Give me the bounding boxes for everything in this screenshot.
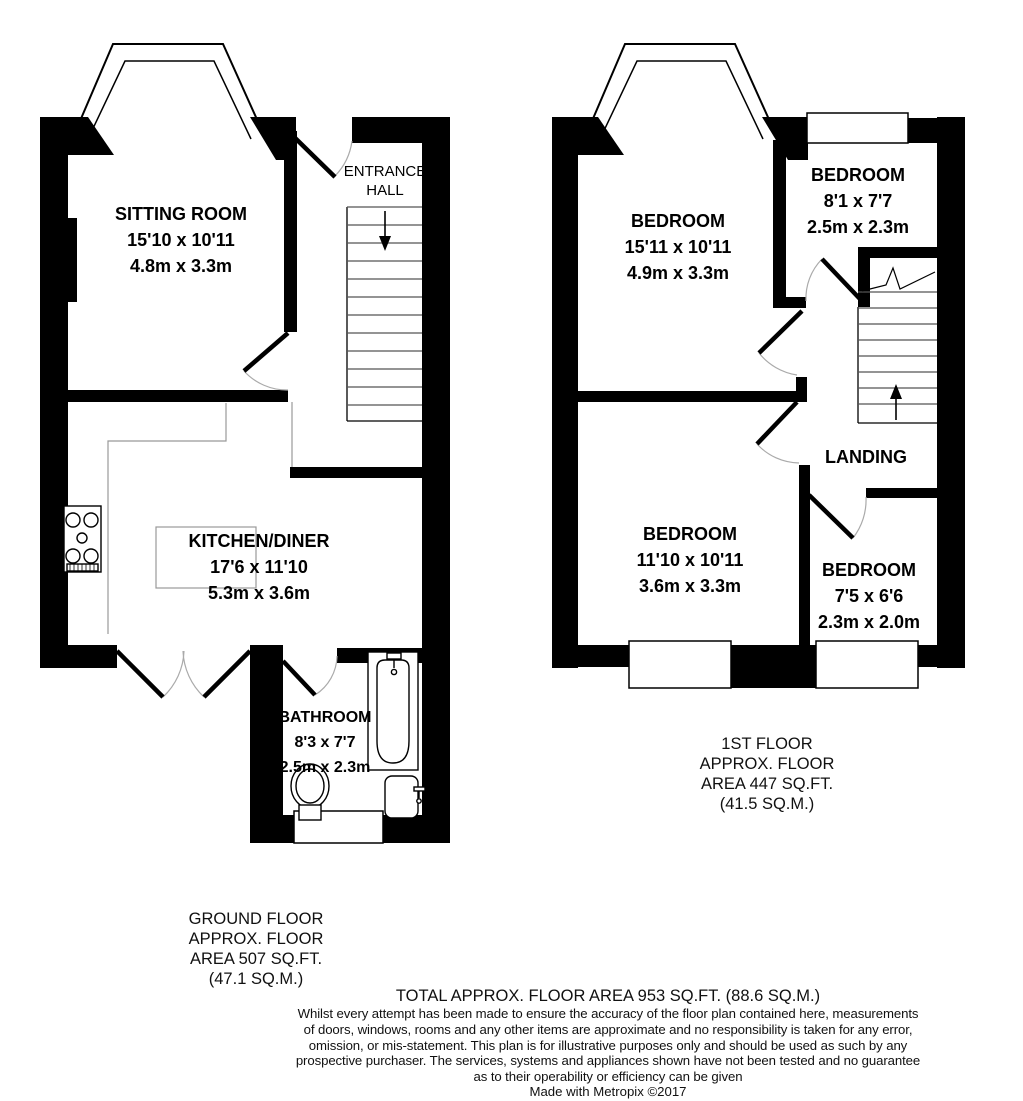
disclaimer-line: as to their operability or efficiency can be given (473, 1069, 743, 1085)
caption-line: APPROX. FLOOR (188, 930, 324, 948)
window-icon (629, 641, 731, 688)
caption-line: (41.5 SQ.M.) (719, 795, 815, 813)
room-name: ENTRANCE HALL (343, 163, 427, 199)
room-size-imperial: 7'5 x 6'6 (834, 586, 904, 606)
total-floor-area: TOTAL APPROX. FLOOR AREA 953 SQ.FT. (88.6 SQ.M.) (395, 987, 821, 1005)
disclaimer-line: prospective purchaser. The services, systems and appliances shown have not been tested and no guarantee (295, 1053, 921, 1069)
caption-line: AREA 447 SQ.FT. (700, 775, 834, 793)
room-size-imperial: 15'11 x 10'11 (624, 237, 732, 257)
room-label-entrance-hall (335, 162, 435, 200)
room-label-bedroom-2 (783, 162, 933, 240)
room-name: BEDROOM (643, 524, 737, 544)
room-size-imperial: 8'3 x 7'7 (294, 734, 356, 751)
room-size-metric: 2.5m x 2.3m (806, 217, 910, 237)
first-floor-caption (657, 734, 877, 814)
room-name: KITCHEN/DINER (188, 531, 330, 551)
sink-icon (385, 776, 425, 818)
room-size-metric: 5.3m x 3.6m (207, 583, 311, 603)
stair-break-line (862, 268, 935, 291)
room-label-kitchen-diner (149, 528, 369, 606)
caption-line: APPROX. FLOOR (699, 755, 835, 773)
room-label-bedroom-1 (568, 208, 788, 286)
sitting-room-door-icon (244, 333, 288, 390)
stairs-up-arrow-icon (890, 384, 902, 420)
disclaimer-line: omission, or mis-statement. This plan is for illustrative purposes only and should be used as such by any (308, 1037, 908, 1053)
bedroom2-door-icon (806, 259, 860, 301)
wall-segment (40, 645, 117, 668)
stairs-down-arrow-icon (379, 211, 391, 251)
wall-segment (60, 117, 114, 155)
french-doors-icon (117, 651, 250, 697)
disclaimer-line: of doors, windows, rooms and any other items are approximate and no responsibility is taken for any error, (303, 1021, 913, 1037)
disclaimer-line: Whilst every attempt has been made to ensure the accuracy of the floor plan contained here, measurements (297, 1006, 919, 1021)
room-size-imperial: 15'10 x 10'11 (127, 230, 235, 250)
window-icon (816, 641, 918, 688)
disclaimer (196, 1006, 1020, 1085)
bay-window-icon (60, 44, 296, 160)
caption-line: 1ST FLOOR (721, 735, 813, 753)
caption-line: (47.1 SQ.M.) (208, 970, 304, 988)
caption-line: AREA 507 SQ.FT. (189, 950, 323, 968)
wall-segment (773, 297, 806, 308)
room-label-bathroom (255, 705, 395, 780)
wall-segment (290, 467, 422, 478)
room-size-metric: 4.9m x 3.3m (626, 263, 730, 283)
wall-segment (552, 391, 798, 402)
bathroom-door-icon (283, 656, 337, 695)
room-name: LANDING (825, 447, 907, 467)
room-size-imperial: 11'10 x 10'11 (636, 550, 744, 570)
room-name: BEDROOM (811, 165, 905, 185)
room-label-bedroom-3 (580, 521, 800, 599)
room-name: SITTING ROOM (115, 204, 247, 224)
hob-icon (64, 506, 101, 572)
stairs-icon (347, 207, 422, 421)
window-icon (807, 113, 908, 143)
room-name: BEDROOM (822, 560, 916, 580)
room-size-imperial: 8'1 x 7'7 (823, 191, 893, 211)
wall-segment (796, 377, 807, 402)
wall-segment (731, 645, 816, 688)
bedroom1-door-icon (759, 311, 802, 375)
room-name: BATHROOM (278, 709, 372, 726)
credit-line: Made with Metropix ©2017 (529, 1084, 687, 1099)
wall-segment (40, 390, 288, 402)
room-size-metric: 2.5m x 2.3m (279, 759, 371, 776)
room-label-bedroom-4 (789, 557, 949, 635)
caption-line: GROUND FLOOR (188, 910, 324, 928)
room-label-landing (791, 444, 941, 470)
room-name: BEDROOM (631, 211, 725, 231)
room-size-metric: 2.3m x 2.0m (817, 612, 921, 632)
wall-segment (422, 117, 450, 843)
bay-window-icon (552, 44, 808, 160)
wall-segment (866, 488, 937, 498)
room-size-imperial: 17'6 x 11'10 (210, 557, 308, 577)
room-size-metric: 3.6m x 3.3m (638, 576, 742, 596)
room-label-sitting-room (71, 201, 291, 279)
room-size-metric: 4.8m x 3.3m (129, 256, 233, 276)
bedroom4-door-icon (809, 495, 866, 538)
ground-floor-caption (146, 909, 366, 989)
